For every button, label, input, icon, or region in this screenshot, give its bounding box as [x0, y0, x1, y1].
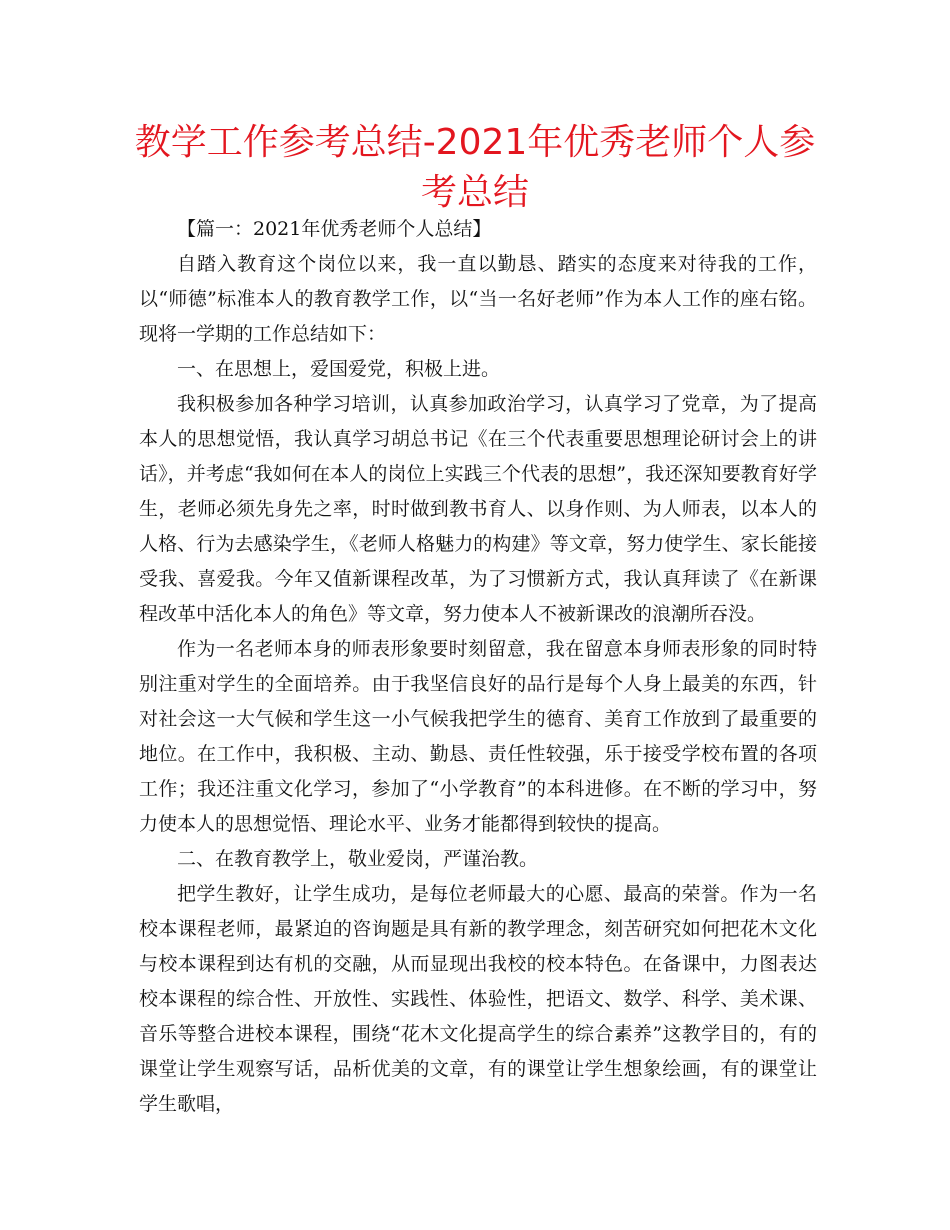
document-title: 教学工作参考总结-2021年优秀老师个人参考总结: [134, 122, 816, 213]
section-heading: 【篇一：2021年优秀老师个人总结】: [177, 218, 492, 240]
paragraph-heading-1: 一、在思想上，爱国爱党，积极上进。: [177, 358, 501, 380]
document-body: [139, 212, 817, 1122]
paragraph-body-2: 作为一名老师本身的师表形象要时刻留意，我在留意本身师表形象的同时特别注重对学生的全面培养。由于我坚信良好的品行是每个人身上最美的东西，针对社会这一大气候和学生这一小气候我把学生的德育、美育工作放到了最重要的地位。在工作中，我积极、主动、勤恳、责任性较强，乐于接受学校布置的各项工作；我还注重文化学习，参加了“小学教育”的本科进修。在不断的学习中，努力使本人的思想觉悟、理论水平、业务才能都得到较快的提高。: [139, 638, 817, 835]
paragraph-heading-2: 二、在教育教学上，敬业爱岗，严谨治教。: [177, 848, 539, 870]
paragraph-body-1: 我积极参加各种学习培训，认真参加政治学习，认真学习了党章，为了提高本人的思想觉悟，我认真学习胡总书记《在三个代表重要思想理论研讨会上的讲话》，并考虑“我如何在本人的岗位上实践三个代表的思想”，我还深知要教育好学生，老师必须先身先之率，时时做到教书育人、以身作则、为人师表，以本人的人格、行为去感染学生，《老师人格魅力的构建》等文章，努力使学生、家长能接受我、喜爱我。今年又值新课程改革，为了习惯新方式，我认真拜读了《在新课程改革中活化本人的角色》等文章，努力使本人不被新课改的浪潮所吞没。: [139, 393, 817, 625]
paragraph-body-3: 把学生教好，让学生成功，是每位老师最大的心愿、最高的荣誉。作为一名校本课程老师，最紧迫的咨询题是具有新的教学理念，刻苦研究如何把花木文化与校本课程到达有机的交融，从而显现出我校的校本特色。在备课中，力图表达校本课程的综合性、开放性、实践性、体验性，把语文、数学、科学、美术课、音乐等整合进校本课程，围绕“花木文化提高学生的综合素养”这教学目的，有的课堂让学生观察写话，品析优美的文章，有的课堂让学生想象绘画，有的课堂让学生歌唱，: [139, 883, 817, 1115]
paragraph-intro: 自踏入教育这个岗位以来，我一直以勤恳、踏实的态度来对待我的工作，以“师德”标准本人的教育教学工作，以“当一名好老师”作为本人工作的座右铭。现将一学期的工作总结如下：: [139, 253, 817, 345]
